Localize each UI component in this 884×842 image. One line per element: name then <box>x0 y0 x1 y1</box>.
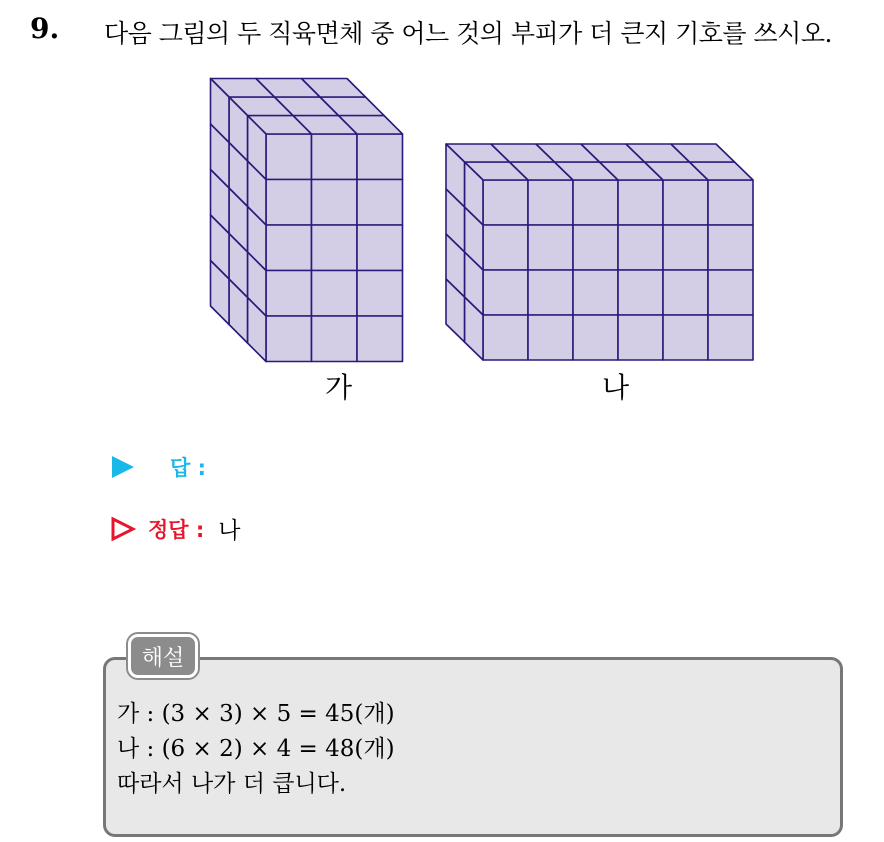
solution-line: 나 : (6 × 2) × 4 = 48(개) <box>117 736 395 762</box>
cube-front-face <box>357 316 403 362</box>
cube-front-face <box>618 225 663 270</box>
cube-front-face <box>663 225 708 270</box>
cube-front-face <box>528 270 573 315</box>
cube-front-face <box>483 315 528 360</box>
correct-answer-row <box>110 512 241 545</box>
cube-front-face <box>266 225 312 271</box>
answer-label: 답 : <box>170 456 206 480</box>
cube-front-face <box>483 270 528 315</box>
cube-front-face <box>528 225 573 270</box>
cube-front-face <box>528 180 573 225</box>
correct-answer-value: 나 <box>218 518 241 544</box>
cube-front-face <box>708 315 753 360</box>
solution-tag: 해설 <box>128 634 198 678</box>
cube-front-face <box>618 180 663 225</box>
solution-line: 따라서 나가 더 큽니다. <box>117 771 347 797</box>
play-triangle-icon <box>110 454 136 480</box>
cube-front-face <box>312 225 358 271</box>
cube-front-face <box>266 271 312 317</box>
cube-front-face <box>573 225 618 270</box>
cube-front-face <box>312 316 358 362</box>
cuboid-figure <box>0 0 884 420</box>
cube-front-face <box>708 225 753 270</box>
cube-front-face <box>312 271 358 317</box>
cube-front-face <box>483 180 528 225</box>
outline-triangle-icon <box>110 516 136 542</box>
correct-answer-label: 정답 : <box>148 517 205 542</box>
cube-front-face <box>266 180 312 226</box>
cube-front-face <box>663 315 708 360</box>
cube-front-face <box>266 316 312 362</box>
cuboid-label-na: 나 <box>602 371 630 404</box>
cube-front-face <box>573 315 618 360</box>
cube-front-face <box>266 134 312 180</box>
cube-front-face <box>357 134 403 180</box>
question-text: 다음 그림의 두 직육면체 중 어느 것의 부피가 더 큰지 기호를 쓰시오. <box>104 19 832 48</box>
cube-front-face <box>663 270 708 315</box>
cube-front-face <box>357 180 403 226</box>
solution-lines <box>117 697 395 802</box>
cube-front-face <box>312 180 358 226</box>
solution-line: 가 : (3 × 3) × 5 = 45(개) <box>117 701 395 727</box>
cuboid-label-ga: 가 <box>325 371 353 404</box>
cube-front-face <box>708 180 753 225</box>
cube-front-face <box>618 315 663 360</box>
cube-front-face <box>528 315 573 360</box>
cube-front-face <box>483 225 528 270</box>
cube-front-face <box>618 270 663 315</box>
cube-front-face <box>573 270 618 315</box>
cube-front-face <box>357 271 403 317</box>
cube-front-face <box>708 270 753 315</box>
cube-front-face <box>663 180 708 225</box>
question-number: 9. <box>30 12 60 45</box>
answer-row <box>110 452 220 482</box>
cube-front-face <box>357 225 403 271</box>
cube-front-face <box>312 134 358 180</box>
cube-front-face <box>573 180 618 225</box>
